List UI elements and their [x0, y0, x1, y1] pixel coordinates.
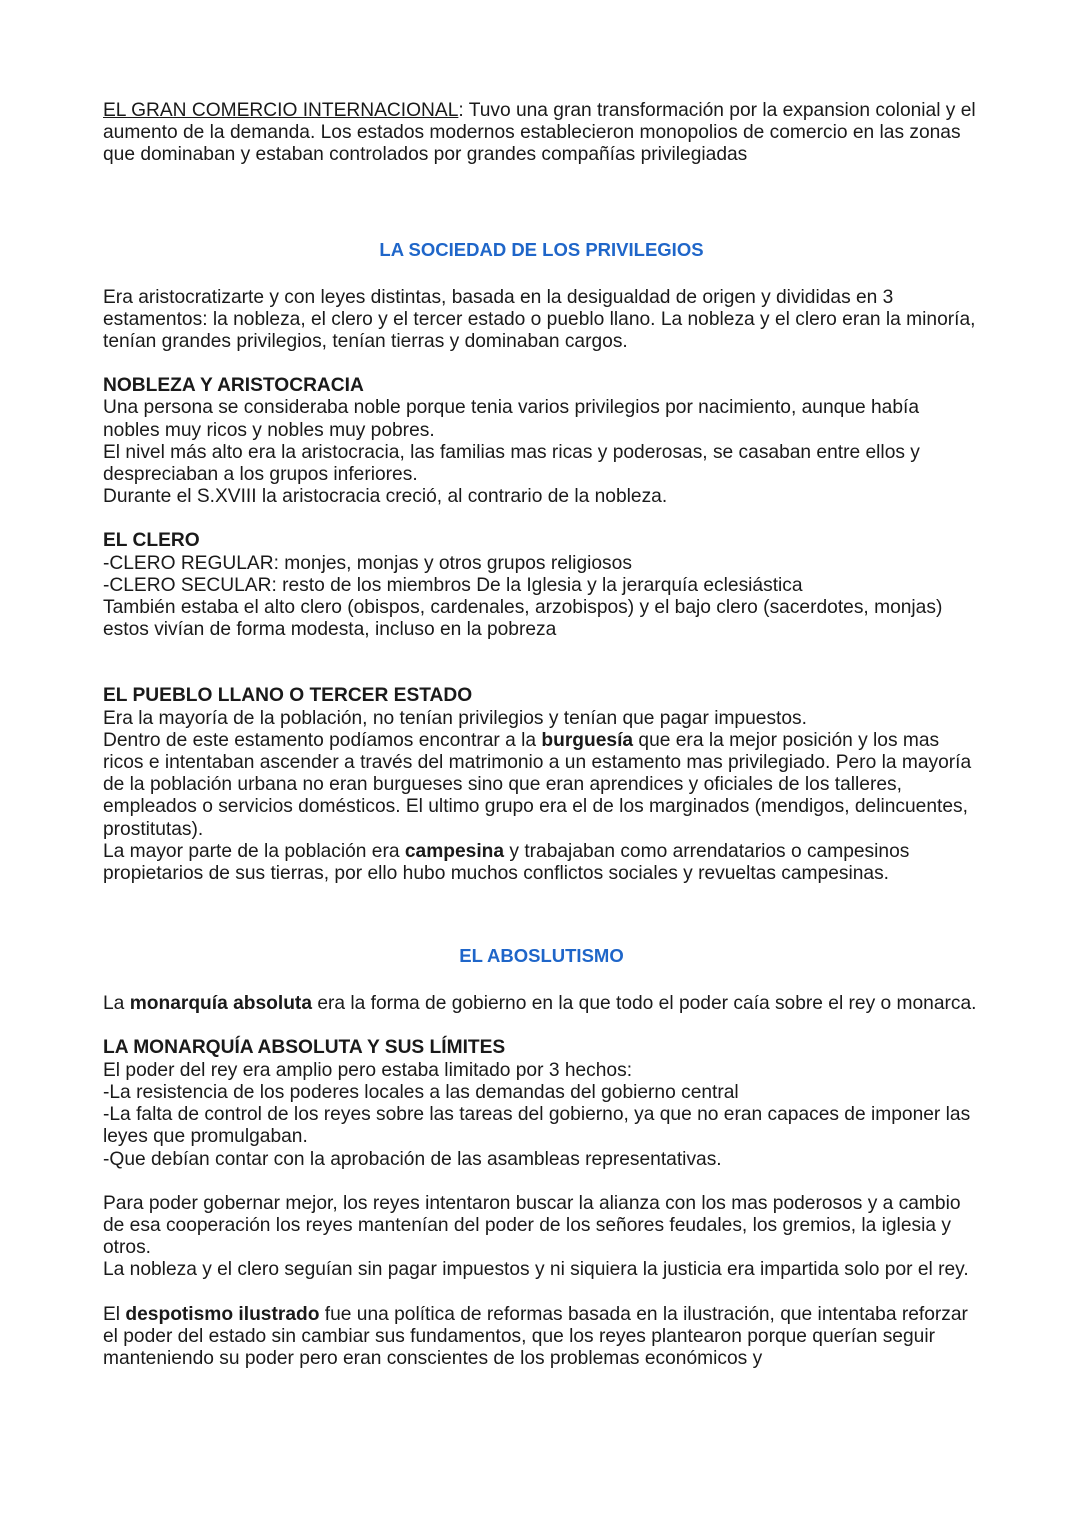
absolutismo-text: La: [103, 993, 130, 1015]
despotismo-paragraph: [103, 1304, 980, 1371]
pueblo-text: que era la mejor posición y los mas ricos e intentaban ascender a través del matrimonio a un estamento mas privilegiado. Pero la mayoría de la población urbana no eran burgueses sino que eran aprendices y oficiales de los talleres, empleados o servicios domésticos. El ultimo grupo era el de los marginados (mendigos, delincuentes, prostitutas).: [103, 729, 972, 840]
comercio-label: EL GRAN COMERCIO INTERNACIONAL: [103, 100, 459, 121]
monarquia-absoluta-term: monarquía absoluta: [129, 993, 312, 1015]
pueblo-text: y trabajaban como arrendatarios o campesinos propietarios de sus tierras, por ello hubo muchos conflictos sociales y revueltas campesinas.: [103, 840, 910, 885]
pueblo-burguesia-paragraph: [103, 730, 980, 841]
absolutismo-intro: [103, 993, 980, 1015]
despotismo-text: El: [103, 1303, 126, 1325]
pueblo-heading: EL PUEBLO LLANO O TERCER ESTADO: [103, 685, 473, 707]
pueblo-text: La mayor parte de la población era: [103, 840, 405, 862]
comercio-paragraph: [103, 100, 980, 167]
pueblo-line: Era la mayoría de la población, no tenían privilegios y tenían que pagar impuestos.: [103, 707, 807, 729]
pueblo-text: Dentro de este estamento podíamos encontrar a la: [103, 729, 542, 751]
despotismo-text: fue una política de reformas basada en la ilustración, que intentaba reforzar el poder del estado sin cambiar sus fundamentos, que los reyes plantearon porque querían seguir manteniendo su poder pero eran conscientes de los problemas económicos y: [103, 1303, 968, 1369]
comercio-text: : Tuvo una gran transformación por la expansion colonial y el aumento de la demanda. Los estados modernos establecieron monopolios de comercio en las zonas que dominaban y estaban controlados por grandes compañías privilegiadas: [103, 100, 976, 166]
sociedad-title: LA SOCIEDAD DE LOS PRIVILEGIOS: [379, 238, 704, 260]
nobleza-line: El nivel más alto era la aristocracia, las familias mas ricas y poderosas, se casaban entre ellos y despreciaban a los grupos inferiores.: [103, 441, 920, 486]
absolutismo-text: era la forma de gobierno en la que todo el poder caía sobre el rey o monarca.: [312, 993, 977, 1015]
nobleza-line: Durante el S.XVIII la aristocracia creció, al contrario de la nobleza.: [103, 486, 668, 508]
gobernar-line: La nobleza y el clero seguían sin pagar impuestos y ni siquiera la justicia era impartida solo por el rey.: [103, 1259, 969, 1281]
campesina-term: campesina: [404, 840, 505, 862]
pueblo-campesina-paragraph: [103, 841, 980, 885]
limites-line: El poder del rey era amplio pero estaba limitado por 3 hechos:: [103, 1059, 633, 1081]
limites-line: -La resistencia de los poderes locales a las demandas del gobierno central: [103, 1081, 739, 1103]
sociedad-intro: Era aristocratizarte y con leyes distintas, basada en la desigualdad de origen y divididas en 3 estamentos: la nobleza, el clero y el tercer estado o pueblo llano. La nobleza y el clero eran la minoría, tenían grandes privilegios, tenían tierras y dominaban cargos.: [103, 286, 976, 353]
gobernar-line: Para poder gobernar mejor, los reyes intentaron buscar la alianza con los mas poderosos y a cambio de esa cooperación los reyes mantenían del poder de los señores feudales, los gremios, la iglesia y otros.: [103, 1192, 961, 1259]
limites-line: -La falta de control de los reyes sobre las tareas del gobierno, ya que no eran capaces de imponer las leyes que promulgaban.: [103, 1104, 971, 1148]
despotismo-term: despotismo ilustrado: [125, 1303, 320, 1325]
clero-secular: -CLERO SECULAR: resto de los miembros De la Iglesia y la jerarquía eclesiástica: [103, 574, 803, 596]
limites-heading: LA MONARQUÍA ABSOLUTA Y SUS LÍMITES: [103, 1037, 506, 1059]
absolutismo-title: EL ABOSLUTISMO: [459, 945, 624, 967]
limites-line: -Que debían contar con la aprobación de las asambleas representativas.: [103, 1148, 722, 1170]
clero-alto-bajo: También estaba el alto clero (obispos, cardenales, arzobispos) y el bajo clero (sacerdotes, monjas) estos vivían de forma modesta, incluso en la pobreza: [103, 597, 943, 641]
burguesia-term: burguesía: [541, 729, 634, 751]
clero-regular: -CLERO REGULAR: monjes, monjas y otros grupos religiosos: [103, 552, 632, 574]
clero-heading: EL CLERO: [103, 530, 200, 552]
nobleza-line: Una persona se consideraba noble porque tenia varios privilegios por nacimiento, aunque había nobles muy ricos y nobles muy pobres.: [103, 397, 920, 441]
nobleza-heading: NOBLEZA Y ARISTOCRACIA: [103, 375, 364, 397]
